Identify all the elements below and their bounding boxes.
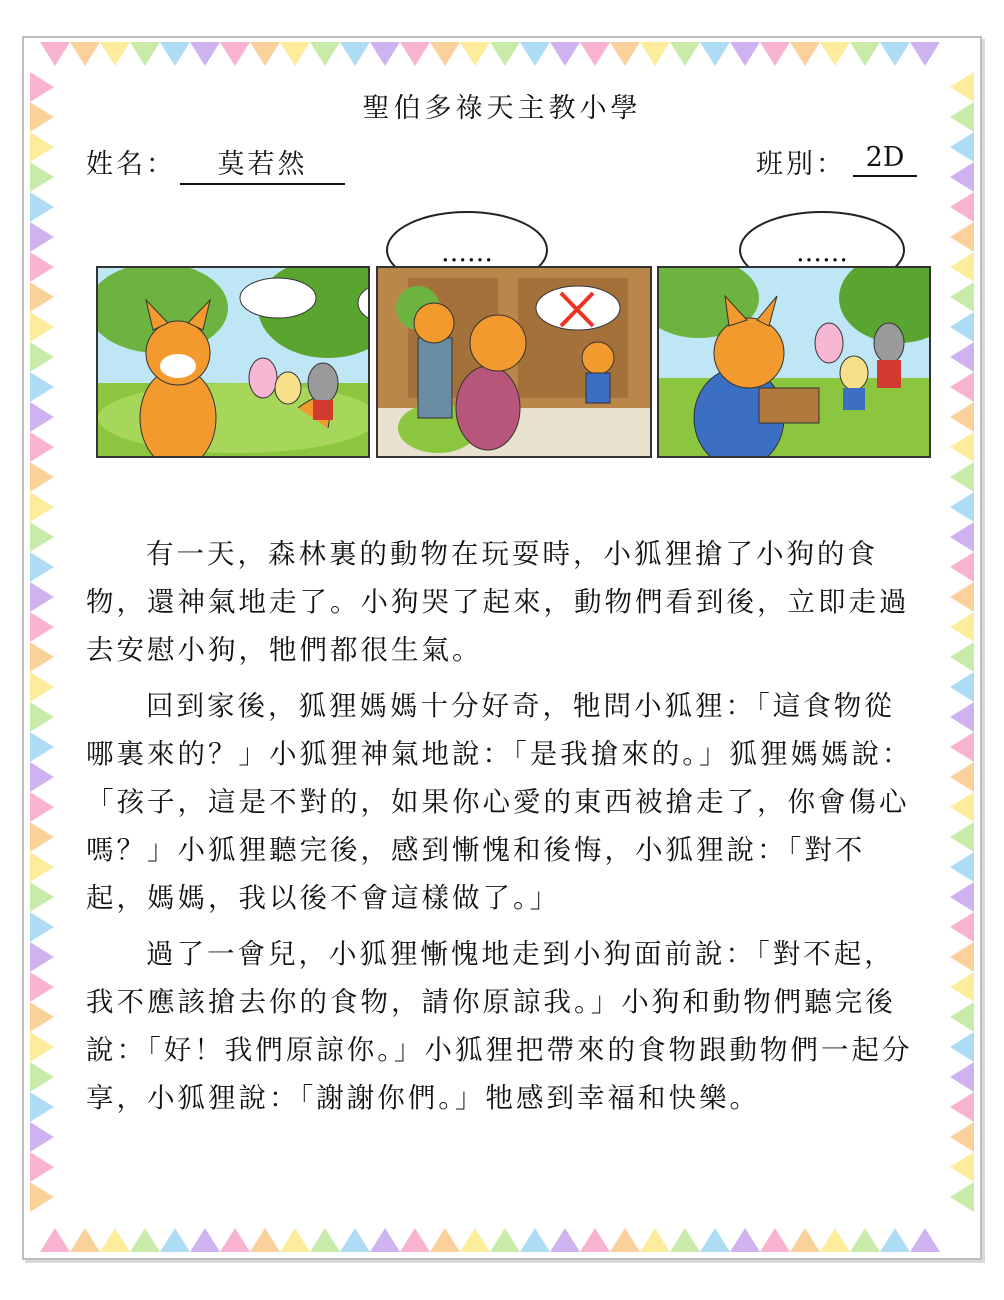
border-triangle xyxy=(790,42,820,66)
border-triangle xyxy=(30,1182,54,1212)
border-triangle xyxy=(950,762,974,792)
border-triangle xyxy=(880,42,910,66)
border-triangle xyxy=(70,1228,100,1252)
border-triangle xyxy=(950,672,974,702)
border-triangle xyxy=(950,882,974,912)
border-triangle xyxy=(30,732,54,762)
story-text xyxy=(86,530,916,1130)
border-triangle xyxy=(950,582,974,612)
border-triangle xyxy=(30,402,54,432)
border-triangle xyxy=(950,522,974,552)
border-triangle xyxy=(490,1228,520,1252)
comic-panel-2 xyxy=(376,266,652,458)
border-triangle xyxy=(30,132,54,162)
border-triangle xyxy=(30,1152,54,1182)
border-triangle xyxy=(30,912,54,942)
border-triangle xyxy=(950,942,974,972)
border-triangle xyxy=(490,42,520,66)
border-triangle xyxy=(30,1062,54,1092)
class-label: 班別： xyxy=(756,149,846,180)
border-triangle xyxy=(950,642,974,672)
border-triangle xyxy=(950,822,974,852)
border-triangle xyxy=(30,282,54,312)
border-triangle xyxy=(670,42,700,66)
border-triangle xyxy=(30,162,54,192)
comic-illustration-3 xyxy=(659,268,929,456)
border-triangle xyxy=(310,42,340,66)
border-triangle xyxy=(190,1228,220,1252)
border-triangle xyxy=(950,462,974,492)
name-field: 莫若然 xyxy=(180,142,345,185)
border-triangle xyxy=(30,462,54,492)
story-paragraph-1: 有一天，森林裏的動物在玩耍時，小狐狸搶了小狗的食物，還神氣地走了。小狗哭了起來，動物們看到後，立即走過去安慰小狗，牠們都很生氣。 xyxy=(86,538,910,666)
border-triangle xyxy=(790,1228,820,1252)
class-field: 2D xyxy=(853,142,917,177)
border-triangle xyxy=(130,1228,160,1252)
border-triangle xyxy=(820,1228,850,1252)
border-triangle xyxy=(30,882,54,912)
border-triangle xyxy=(820,42,850,66)
border-triangle xyxy=(220,1228,250,1252)
border-triangle xyxy=(340,42,370,66)
border-triangle xyxy=(700,1228,730,1252)
border-triangle xyxy=(950,222,974,252)
border-triangle xyxy=(30,372,54,402)
border-triangle xyxy=(30,582,54,612)
border-triangle xyxy=(850,1228,880,1252)
border-triangle xyxy=(30,522,54,552)
border-triangle xyxy=(850,42,880,66)
border-triangle xyxy=(910,42,940,66)
comic-illustration-1 xyxy=(98,268,368,456)
border-triangle xyxy=(950,1092,974,1122)
border-triangle xyxy=(30,822,54,852)
border-triangle xyxy=(30,192,54,222)
border-triangle xyxy=(40,1228,70,1252)
border-triangle xyxy=(30,1002,54,1032)
border-triangle xyxy=(520,1228,550,1252)
border-triangle xyxy=(580,42,610,66)
bubble-1-text: …… xyxy=(441,238,493,268)
border-triangle xyxy=(400,1228,430,1252)
border-triangle xyxy=(950,912,974,942)
story-paragraph-3: 過了一會兒，小狐狸慚愧地走到小狗面前說：「對不起，我不應該搶去你的食物，請你原諒我。」小狗和動物們聽完後說：「好！我們原諒你。」小狐狸把帶來的食物跟動物們一起分享，小狐狸說：「謝謝你們。」牠感到幸福和快樂。 xyxy=(86,938,913,1114)
border-triangle xyxy=(950,1122,974,1152)
border-triangle xyxy=(760,1228,790,1252)
border-triangle xyxy=(670,1228,700,1252)
border-triangle xyxy=(950,1152,974,1182)
border-triangle xyxy=(610,1228,640,1252)
border-triangle xyxy=(30,672,54,702)
story-paragraph-2: 回到家後，狐狸媽媽十分好奇，牠問小狐狸：「這食物從哪裏來的？」小狐狸神氣地說：「是我搶來的。」狐狸媽媽說：「孩子，這是不對的，如果你心愛的東西被搶走了，你會傷心嗎？」小狐狸聽完後，感到慚愧和後悔，小狐狸說：「對不起，媽媽，我以後不會這樣做了。」 xyxy=(86,690,913,914)
border-triangle xyxy=(30,642,54,672)
border-triangle xyxy=(950,972,974,1002)
border-triangle xyxy=(950,552,974,582)
border-triangle xyxy=(40,42,70,66)
border-triangle xyxy=(280,1228,310,1252)
border-triangle xyxy=(760,42,790,66)
border-triangle xyxy=(250,42,280,66)
border-triangle xyxy=(30,432,54,462)
border-triangle xyxy=(950,732,974,762)
border-triangle xyxy=(30,1032,54,1062)
border-triangle xyxy=(30,612,54,642)
border-triangle xyxy=(100,1228,130,1252)
border-triangle xyxy=(520,42,550,66)
border-triangle xyxy=(950,342,974,372)
border-triangle xyxy=(640,1228,670,1252)
border-triangle xyxy=(550,1228,580,1252)
border-triangle xyxy=(950,1182,974,1212)
border-triangle xyxy=(30,792,54,822)
border-triangle xyxy=(950,282,974,312)
border-triangle xyxy=(430,42,460,66)
border-triangle xyxy=(30,252,54,282)
border-triangle xyxy=(30,942,54,972)
border-triangle xyxy=(950,252,974,282)
border-triangle xyxy=(280,42,310,66)
border-triangle xyxy=(950,1032,974,1062)
border-triangle xyxy=(400,42,430,66)
border-triangle xyxy=(460,1228,490,1252)
border-triangle xyxy=(640,42,670,66)
border-triangle xyxy=(340,1228,370,1252)
border-triangle xyxy=(950,402,974,432)
border-triangle xyxy=(30,762,54,792)
border-triangle xyxy=(950,612,974,642)
border-triangle xyxy=(30,1122,54,1152)
border-triangle xyxy=(30,552,54,582)
border-triangle xyxy=(30,222,54,252)
border-triangle xyxy=(190,42,220,66)
border-triangle xyxy=(160,42,190,66)
border-triangle xyxy=(130,42,160,66)
border-triangle xyxy=(910,1228,940,1252)
border-triangle xyxy=(220,42,250,66)
border-triangle xyxy=(950,1002,974,1032)
border-triangle xyxy=(730,42,760,66)
border-triangle xyxy=(30,852,54,882)
border-triangle xyxy=(30,972,54,1002)
border-triangle xyxy=(610,42,640,66)
comic-panel-1 xyxy=(96,266,370,458)
border-triangle xyxy=(30,702,54,732)
border-triangle xyxy=(160,1228,190,1252)
border-triangle xyxy=(310,1228,340,1252)
border-triangle xyxy=(950,372,974,402)
border-triangle xyxy=(30,1092,54,1122)
comic-panel-3 xyxy=(657,266,931,458)
border-triangle xyxy=(30,492,54,522)
border-triangle xyxy=(950,162,974,192)
border-triangle xyxy=(430,1228,460,1252)
border-triangle xyxy=(370,42,400,66)
border-triangle xyxy=(700,42,730,66)
border-triangle xyxy=(460,42,490,66)
border-triangle xyxy=(950,792,974,822)
border-triangle xyxy=(250,1228,280,1252)
border-triangle xyxy=(70,42,100,66)
bubble-2-text: …… xyxy=(796,238,848,268)
border-triangle xyxy=(950,702,974,732)
border-triangle xyxy=(730,1228,760,1252)
border-triangle xyxy=(950,492,974,522)
border-triangle xyxy=(950,852,974,882)
border-triangle xyxy=(950,192,974,222)
comic-illustration-2 xyxy=(378,268,650,456)
border-triangle xyxy=(950,432,974,462)
border-triangle xyxy=(30,342,54,372)
border-triangle xyxy=(370,1228,400,1252)
border-triangle xyxy=(580,1228,610,1252)
border-triangle xyxy=(30,312,54,342)
border-triangle xyxy=(950,312,974,342)
border-triangle xyxy=(550,42,580,66)
border-triangle xyxy=(950,132,974,162)
border-triangle xyxy=(880,1228,910,1252)
name-label: 姓名： xyxy=(86,149,176,180)
border-triangle xyxy=(100,42,130,66)
school-title: 聖伯多祿天主教小學 xyxy=(362,93,642,124)
border-triangle xyxy=(950,1062,974,1092)
